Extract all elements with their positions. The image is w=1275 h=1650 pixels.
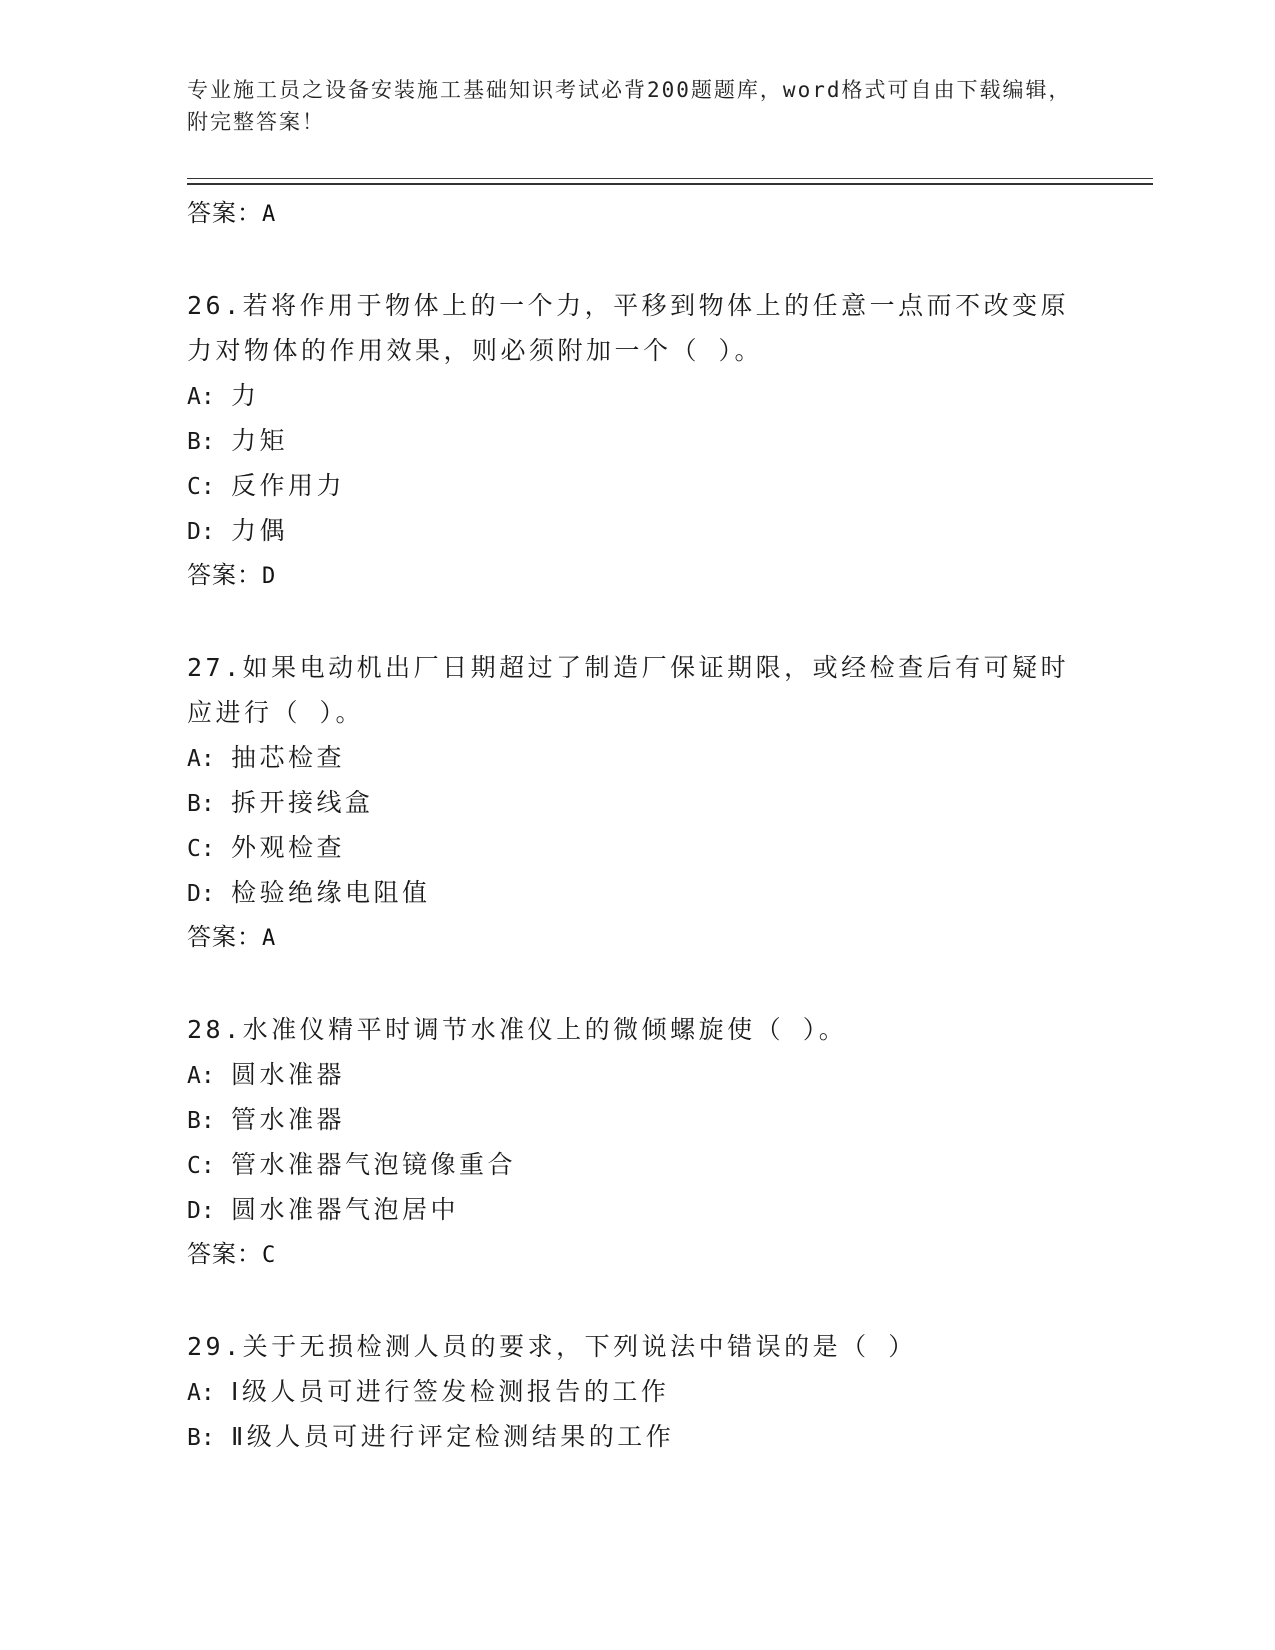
option-b <box>187 418 1087 463</box>
answer-value: A <box>262 202 276 227</box>
header-divider-thick <box>187 183 1153 185</box>
question-27 <box>187 645 1087 959</box>
option-text: 圆水准器气泡居中 <box>231 1195 460 1224</box>
option-d <box>187 508 1087 553</box>
option-key: C: <box>187 836 215 862</box>
option-c <box>187 1142 1087 1187</box>
option-a <box>187 373 1087 418</box>
question-stem: 27.如果电动机出厂日期超过了制造厂保证期限，或经检查后有可疑时应进行（ ）。 <box>187 653 1070 727</box>
question-stem: 29.关于无损检测人员的要求，下列说法中错误的是（ ） <box>187 1332 917 1361</box>
answer-label: 答案： <box>187 561 262 589</box>
answer-line <box>187 191 1087 235</box>
question-29 <box>187 1324 1087 1459</box>
option-a <box>187 1369 1087 1414</box>
option-key: C: <box>187 474 215 500</box>
answer-line <box>187 553 1087 597</box>
option-text: 抽芯检查 <box>231 743 346 772</box>
option-text: 拆开接线盒 <box>231 788 374 817</box>
spacer <box>187 1276 1087 1324</box>
question-content <box>187 191 1087 1459</box>
option-key: A: <box>187 1063 215 1089</box>
option-key: A: <box>187 746 215 772</box>
option-text: 管水准器 <box>231 1105 346 1134</box>
option-d <box>187 1187 1087 1232</box>
answer-label: 答案： <box>187 199 262 227</box>
document-header: 专业施工员之设备安装施工基础知识考试必背200题题库，word格式可自由下载编辑，附完整答案！ <box>187 78 1072 134</box>
spacer <box>187 597 1087 645</box>
option-key: A: <box>187 1380 215 1406</box>
option-text: 圆水准器 <box>231 1060 346 1089</box>
option-key: D: <box>187 881 215 907</box>
question-stem: 26.若将作用于物体上的一个力，平移到物体上的任意一点而不改变原力对物体的作用效果，则必须附加一个（ ）。 <box>187 291 1070 365</box>
option-text: Ⅱ级人员可进行评定检测结果的工作 <box>231 1422 675 1451</box>
answer-line <box>187 915 1087 959</box>
answer-value: C <box>262 1243 276 1268</box>
answer-label: 答案： <box>187 1240 262 1268</box>
option-key: A: <box>187 384 215 410</box>
option-key: B: <box>187 791 215 817</box>
question-28 <box>187 1007 1087 1276</box>
answer-value: A <box>262 926 276 951</box>
option-text: 外观检查 <box>231 833 346 862</box>
option-text: 管水准器气泡镜像重合 <box>231 1150 517 1179</box>
option-key: B: <box>187 429 215 455</box>
option-text: 力矩 <box>231 426 289 455</box>
option-key: D: <box>187 1198 215 1224</box>
option-b <box>187 1097 1087 1142</box>
spacer <box>187 235 1087 283</box>
option-text: 反作用力 <box>231 471 346 500</box>
answer-line <box>187 1232 1087 1276</box>
option-c <box>187 463 1087 508</box>
option-c <box>187 825 1087 870</box>
answer-label: 答案： <box>187 923 262 951</box>
option-key: C: <box>187 1153 215 1179</box>
option-key: B: <box>187 1425 215 1451</box>
option-a <box>187 1052 1087 1097</box>
option-b <box>187 1414 1087 1459</box>
option-text: Ⅰ级人员可进行签发检测报告的工作 <box>231 1377 670 1406</box>
option-key: D: <box>187 519 215 545</box>
option-text: 检验绝缘电阻值 <box>231 878 431 907</box>
option-b <box>187 780 1087 825</box>
answer-value: D <box>262 564 276 589</box>
option-a <box>187 735 1087 780</box>
option-d <box>187 870 1087 915</box>
option-key: B: <box>187 1108 215 1134</box>
spacer <box>187 959 1087 1007</box>
option-text: 力偶 <box>231 516 289 545</box>
question-26 <box>187 283 1087 597</box>
header-divider-thin <box>187 178 1153 179</box>
option-text: 力 <box>231 381 260 410</box>
question-stem: 28.水准仪精平时调节水准仪上的微倾螺旋使（ ）。 <box>187 1015 848 1044</box>
